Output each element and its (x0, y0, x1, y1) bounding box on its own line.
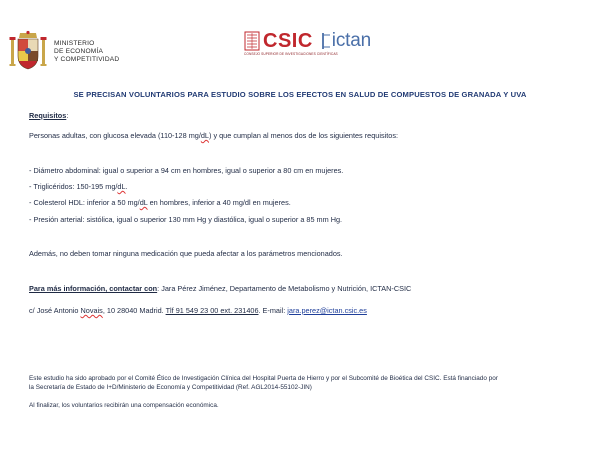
footer-compensation: Al finalizar, los voluntarios recibirán una compensación económica. (29, 402, 219, 409)
item2-pre: - Triglicéridos: 150-195 mg/ (29, 182, 118, 191)
address-post: , 10 28040 Madrid. (102, 306, 166, 315)
ministry-logo (8, 30, 119, 72)
item3-post: en hombres, inferior a 40 mg/dl en mujeres. (147, 198, 291, 207)
item2-post: . (125, 182, 128, 191)
institution-logos (244, 30, 371, 56)
requirement-item-blood-pressure: - Presión arterial: sistólica, igual o superior 130 mm Hg y diastólica, igual o superior a 85 mm Hg. (29, 215, 343, 224)
csic-emblem-icon (244, 31, 260, 51)
ictan-emblem-icon (321, 31, 331, 51)
spanish-coat-of-arms-icon (8, 30, 48, 72)
requirements-heading-colon: : (66, 111, 69, 120)
item3-pre: - Colesterol HDL: inferior a 50 mg/ (29, 198, 140, 207)
requirements-intro (29, 131, 398, 140)
ministry-line-1: MINISTERIO (54, 40, 95, 47)
requirement-item-abdominal: - Diámetro abdominal: igual o superior a 94 cm en hombres, igual o superior a 80 cm en mujeres. (29, 166, 344, 175)
email-link[interactable]: jara.perez@ictan.csic.es (287, 306, 367, 315)
page-title: SE PRECISAN VOLUNTARIOS PARA ESTUDIO SOBRE LOS EFECTOS EN SALUD DE COMPUESTOS DE GRANADA Y UVA (73, 90, 527, 99)
item2-dl: dL (117, 182, 126, 191)
ministry-line-2: DE ECONOMÍA (54, 48, 104, 55)
requirement-item-hdl (29, 198, 291, 207)
csic-subtitle: CONSEJO SUPERIOR DE INVESTIGACIONES CIENTÍFICAS (244, 52, 338, 56)
address-pre: c/ José Antonio (29, 306, 81, 315)
intro-dl: dL (200, 131, 209, 140)
ministry-name (54, 40, 119, 64)
footer-approval-line-1: Este estudio ha sido aprobado por el Comité Ético de Investigación Clínica del Hospital Puerta de Hierro y por el Subcomité de Bioética del CSIC. Está financiado por (29, 375, 498, 382)
contact-label: Para más información, contactar con (29, 284, 158, 293)
intro-pre: Personas adultas, con glucosa elevada (110-128 mg/ (29, 131, 201, 140)
ictan-logo (321, 30, 371, 52)
header (0, 0, 600, 80)
requirements-heading-label: Requisitos (29, 111, 67, 120)
csic-logo (244, 30, 338, 56)
ictan-logo-text: ictan (331, 30, 371, 51)
intro-post: ) y que cumplan al menos dos de los siguientes requisitos: (208, 131, 398, 140)
requirements-heading (29, 111, 68, 120)
item3-dl: dL (139, 198, 148, 207)
ministry-line-3: Y COMPETITIVIDAD (54, 56, 120, 63)
contact-person: : Jara Pérez Jiménez, Departamento de Metabolismo y Nutrición, ICTAN-CSIC (157, 284, 412, 293)
requirement-item-triglycerides (29, 182, 128, 191)
address-novais: Novais (80, 306, 103, 315)
csic-logo-text: CSIC (263, 30, 313, 52)
phone-number[interactable]: Tlf 91 549 23 00 ext. 231406 (165, 306, 259, 315)
address-line (29, 306, 367, 315)
medication-note: Además, no deben tomar ninguna medicación que pueda afectar a los parámetros mencionados. (29, 249, 343, 258)
footer-approval-line-2: la Secretaría de Estado de I+D/Ministerio de Economía y Competitividad (Ref. AGL2014-55102-JIN) (29, 384, 312, 391)
contact-line (29, 284, 411, 293)
email-label: . E-mail: (258, 306, 288, 315)
